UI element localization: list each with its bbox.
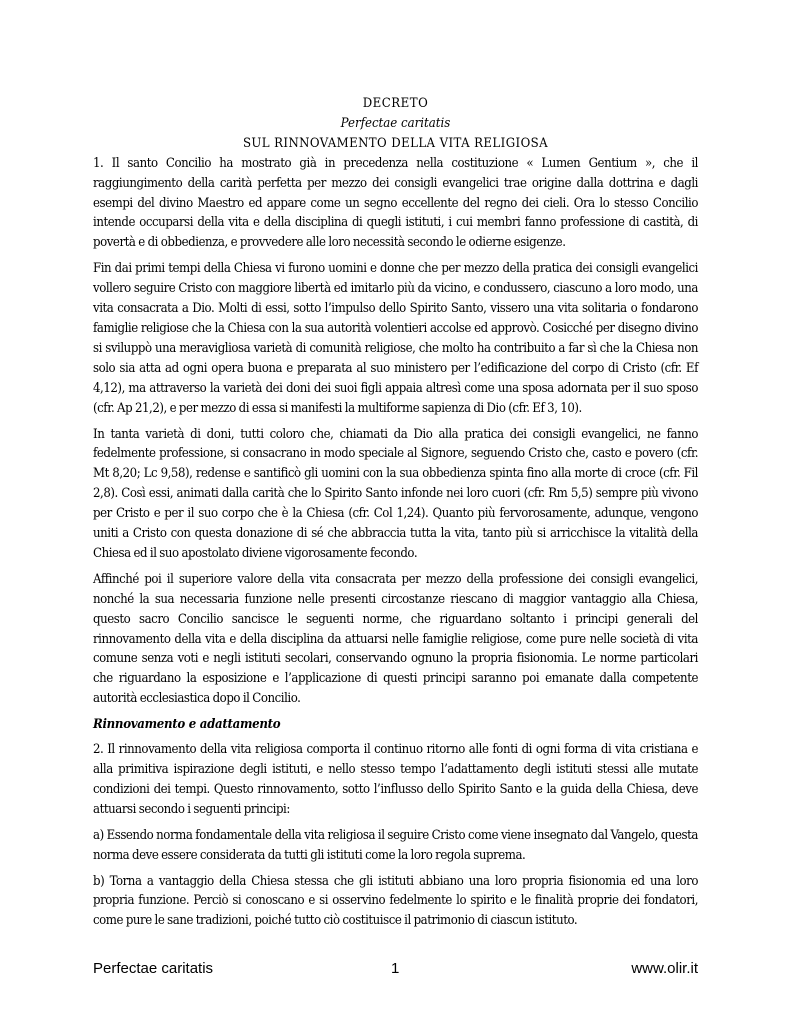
document-subtitle: Perfectae caritatis	[340, 115, 451, 131]
footer-website: www.olir.it	[631, 960, 698, 977]
footer-document-name: Perfectae caritatis	[93, 960, 214, 977]
footer-page-number: 1	[391, 960, 400, 977]
document-heading: SUL RINNOVAMENTO DELLA VITA RELIGIOSA	[242, 135, 549, 151]
section-paragraph-3: b) Torna a vantaggio della Chiesa stessa che gli istituti abbiano una loro propria fisionomia ed una loro propria funzione. Perciò si conoscano e si osservino fedelmente lo spirito e le finalità proprie dei fondatori, come pure le sane tradizioni, poiché tutto ciò costituisce il patrimonio di ciascun istituto.	[93, 873, 698, 929]
document-body	[93, 94, 698, 937]
paragraph-1: 1. Il santo Concilio ha mostrato già in precedenza nella costituzione « Lumen Gentium », che il raggiungimento della carità perfetta per mezzo dei consigli evangelici trae origine dalla dottrina e dagli esempi del divino Maestro ed appare come un segno eccellente del regno dei cieli. Ora lo stesso Concilio intende occuparsi della vita e della disciplina di quegli istituti, i cui membri fanno professione di castità, di povertà e di obbedienza, e provvedere alle loro necessità secondo le odierne esigenze.	[93, 155, 698, 251]
section-paragraph-2: a) Essendo norma fondamentale della vita religiosa il seguire Cristo come viene insegnato dal Vangelo, questa norma deve essere considerata da tutti gli istituti come la loro regola suprema.	[93, 827, 698, 863]
document-title: DECRETO	[362, 96, 429, 111]
paragraph-4: Affinché poi il superiore valore della vita consacrata per mezzo della professione dei consigli evangelici, nonché la sua necessaria funzione nelle presenti circostanze riescano di maggior vantaggio alla Chiesa, questo sacro Concilio sancisce le seguenti norme, che riguardano soltanto i principi generali del rinnovamento della vita e della disciplina da attuarsi nelle famiglie religiose, come pure nelle società di vita comune senza voti e negli istituti secolari, conservando ognuno la propria fisionomia. Le norme particolari che riguardano la esposizione e l’applicazione di questi principi saranno poi emanate dalla competente autorità ecclesiastica dopo il Concilio.	[93, 571, 698, 707]
paragraph-3: In tanta varietà di doni, tutti coloro che, chiamati da Dio alla pratica dei consigli evangelici, ne fanno fedelmente professione, si consacrano in modo speciale al Signore, seguendo Cristo che, casto e povero (cfr. Mt 8,20; Lc 9,58), redense e santificò gli uomini con la sua obbedienza spinta fino alla morte di croce (cfr. Fil 2,8). Così essi, animati dalla carità che lo Spirito Santo infonde nei loro cuori (cfr. Rm 5,5) sempre più vivono per Cristo e per il suo corpo che è la Chiesa (cfr. Col 1,24). Quanto più fervorosamente, adunque, vengono uniti a Cristo con questa donazione di sé che abbraccia tutta la vita, tanto più si arricchisce la vitalità della Chiesa ed il suo apostolato diviene vigorosamente fecondo.	[93, 426, 698, 561]
section-paragraph-1: 2. Il rinnovamento della vita religiosa comporta il continuo ritorno alle fonti di ogni forma di vita cristiana e alla primitiva ispirazione degli istituti, e nello stesso tempo l’adattamento degli istituti stessi alle mutate condizioni dei tempi. Questo rinnovamento, sotto l’influsso dello Spirito Santo e la guida della Chiesa, deve attuarsi secondo i seguenti principi:	[93, 742, 698, 817]
section-heading: Rinnovamento e adattamento	[93, 717, 281, 733]
paragraph-2: Fin dai primi tempi della Chiesa vi furono uomini e donne che per mezzo della pratica dei consigli evangelici vollero seguire Cristo con maggiore libertà ed imitarlo più da vicino, e condussero, ciascuno a loro modo, una vita consacrata a Dio. Molti di essi, sotto l’impulso dello Spirito Santo, vissero una vita solitaria o fondarono famiglie religiose che la Chiesa con la sua autorità volentieri accolse ed approvò. Cosicché per disegno divino si sviluppò una meravigliosa varietà di comunità religiose, che molto ha contribuito a far sì che la Chiesa non solo sia atta ad ogni opera buona e preparata al suo ministero per l’edificazione del corpo di Cristo (cfr. Ef 4,12), ma attraverso la varietà dei doni dei suoi figli appaia altresì come una sposa adornata per il suo sposo (cfr. Ap 21,2), e per mezzo di essa si manifesti la multiforme sapienza di Dio (cfr. Ef 3, 10).	[93, 261, 698, 416]
page-footer	[93, 960, 698, 980]
